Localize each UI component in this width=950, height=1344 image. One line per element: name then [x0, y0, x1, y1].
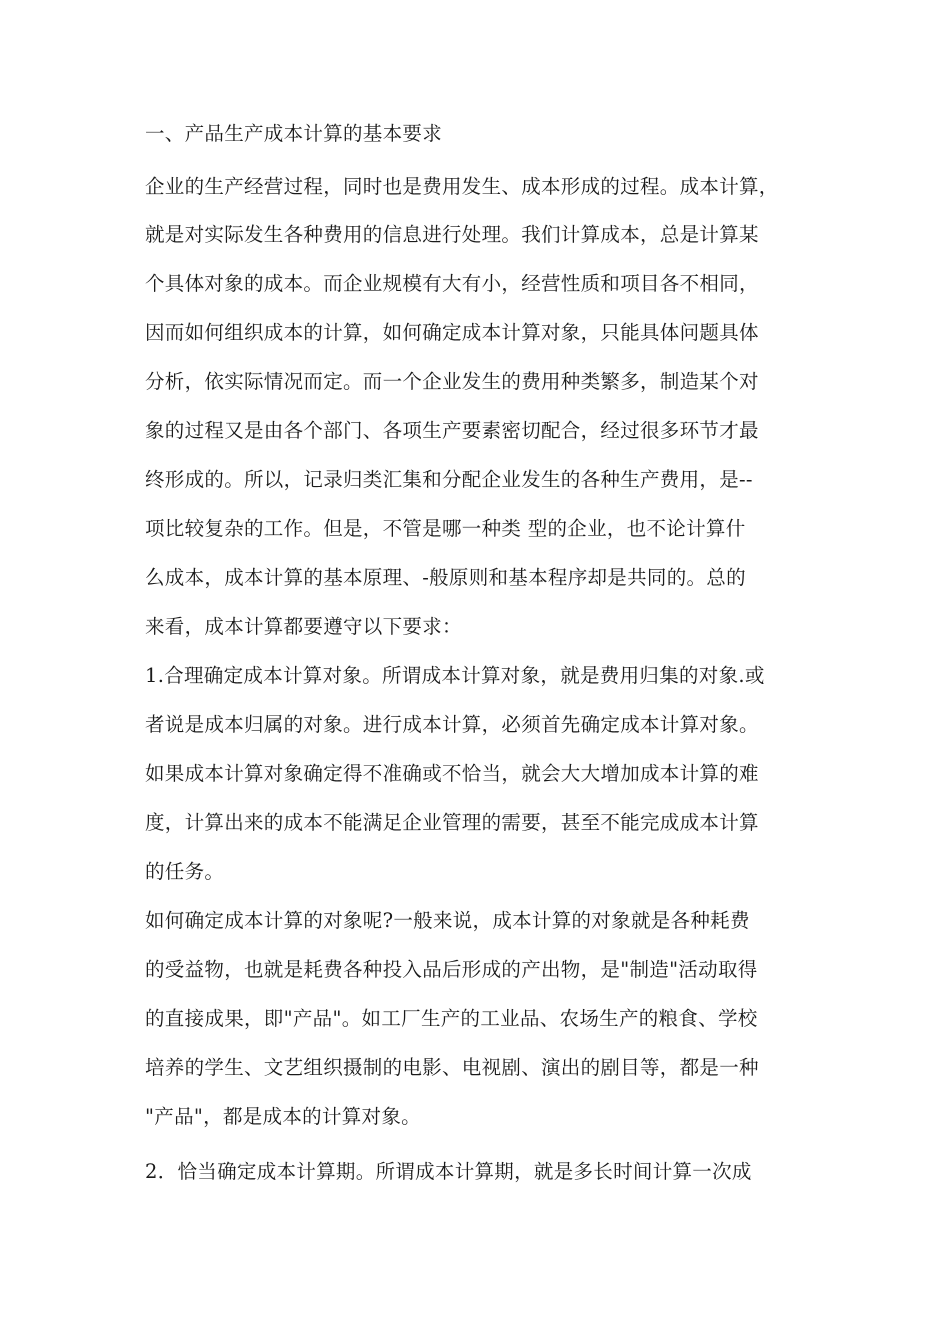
paragraph-line: 分析，依实际情况而定。而一个企业发生的费用种类繁多，制造某个对 [145, 370, 759, 393]
paragraph-line: 象的过程又是由各个部门、各项生产要素密切配合，经过很多环节才最 [145, 419, 759, 442]
paragraph-line: 的任务。 [145, 860, 225, 883]
paragraph-line: 因而如何组织成本的计算，如何确定成本计算对象，只能具体问题具体 [145, 321, 759, 344]
paragraph-line: 者说是成本归属的对象。进行成本计算，必须首先确定成本计算对象。 [145, 713, 759, 736]
paragraph-line: 来看，成本计算都要遵守以下要求： [145, 615, 462, 638]
paragraph-line: 如何确定成本计算的对象呢?一般来说，成本计算的对象就是各种耗费 [145, 909, 750, 932]
paragraph-line: 的直接成果，即"产品"。如工厂生产的工业品、农场生产的粮食、学校 [145, 1007, 758, 1030]
paragraph-line: 企业的生产经营过程，同时也是费用发生、成本形成的过程。成本计算， [145, 175, 779, 198]
paragraph-line: 1.合理确定成本计算对象。所谓成本计算对象，就是费用归集的对象.或 [145, 664, 765, 687]
paragraph-line: 项比较复杂的工作。但是，不管是哪一种类 型的企业，也不论计算什 [145, 517, 746, 540]
paragraph-line: 培养的学生、文艺组织摄制的电影、电视剧、演出的剧目等，都是一种 [145, 1056, 759, 1079]
paragraph-line: 个具体对象的成本。而企业规模有大有小，经营性质和项目各不相同， [145, 272, 759, 295]
paragraph-line: 度，计算出来的成本不能满足企业管理的需要，甚至不能完成成本计算 [145, 811, 759, 834]
section-heading: 一、产品生产成本计算的基本要求 [145, 122, 443, 145]
paragraph-line: 如果成本计算对象确定得不准确或不恰当，就会大大增加成本计算的难 [145, 762, 759, 785]
paragraph-line: 2．恰当确定成本计算期。所谓成本计算期，就是多长时间计算一次成 [145, 1160, 752, 1183]
paragraph-line: 就是对实际发生各种费用的信息进行处理。我们计算成本，总是计算某 [145, 223, 759, 246]
paragraph-line: 终形成的。所以，记录归类汇集和分配企业发生的各种生产费用，是-- [145, 468, 753, 491]
paragraph-line: 么成本，成本计算的基本原理、-般原则和基本程序却是共同的。总的 [145, 566, 746, 589]
paragraph-line: "产品"，都是成本的计算对象。 [145, 1105, 421, 1128]
paragraph-line: 的受益物，也就是耗费各种投入品后形成的产出物，是"制造"活动取得 [145, 958, 758, 981]
